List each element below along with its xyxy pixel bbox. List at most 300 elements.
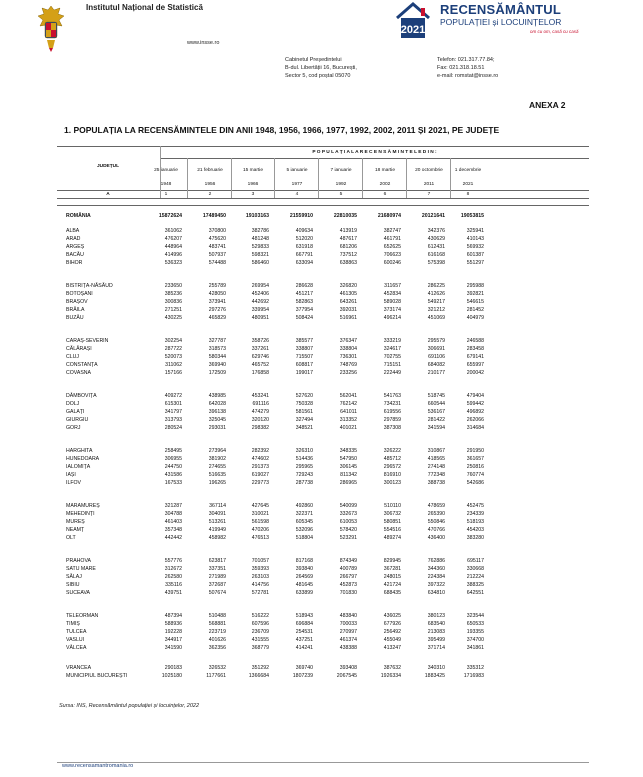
population-value: 772348 — [427, 472, 445, 478]
population-value: 273964 — [208, 448, 226, 454]
population-value: 404979 — [466, 315, 484, 321]
population-value: 266797 — [339, 574, 357, 580]
population-value: 507674 — [208, 590, 226, 596]
population-value: 291373 — [251, 464, 269, 470]
population-value: 492860 — [295, 503, 313, 509]
county-name: BUZĂU — [66, 315, 84, 321]
population-value: 290183 — [164, 665, 182, 671]
population-value: 650533 — [466, 621, 484, 627]
population-value: 21680974 — [377, 213, 401, 219]
county-name: CLUJ — [66, 354, 79, 360]
population-value: 438985 — [208, 393, 226, 399]
column-number: 1 — [164, 192, 168, 197]
population-value: 633899 — [295, 590, 313, 596]
population-value: 520073 — [164, 354, 182, 360]
population-value: 397322 — [427, 582, 445, 588]
population-value: 291950 — [466, 448, 484, 454]
population-value: 210177 — [427, 370, 445, 376]
population-value: 361657 — [466, 456, 484, 462]
population-value: 451217 — [295, 291, 313, 297]
population-value: 414241 — [295, 645, 313, 651]
population-value: 313793 — [164, 417, 182, 423]
population-value: 362356 — [208, 645, 226, 651]
population-value: 448964 — [164, 244, 182, 250]
population-value: 212224 — [466, 574, 484, 580]
population-value: 430225 — [164, 315, 182, 321]
county-name: BRAȘOV — [66, 299, 88, 305]
county-name: BOTOȘANI — [66, 291, 93, 297]
county-name: CĂLĂRAȘI — [66, 346, 92, 352]
population-value: 554516 — [383, 527, 401, 533]
address-line: Sector 5, cod poștal 05070 — [285, 73, 351, 79]
population-value: 811342 — [340, 472, 357, 478]
population-value: 310021 — [251, 511, 269, 517]
population-value: 281452 — [466, 307, 484, 313]
population-value: 311062 — [165, 362, 182, 368]
population-value: 172509 — [208, 370, 226, 376]
population-value: 652625 — [383, 244, 401, 250]
population-value: 452834 — [383, 291, 401, 297]
population-value: 454203 — [466, 527, 484, 533]
population-value: 339954 — [251, 307, 269, 313]
county-name: MUREȘ — [66, 519, 85, 525]
county-name: TELEORMAN — [66, 613, 99, 619]
population-value: 679141 — [466, 354, 484, 360]
population-value: 476207 — [164, 236, 182, 242]
column-number: 6 — [383, 192, 387, 197]
population-value: 598321 — [251, 252, 269, 258]
county-name: BACĂU — [66, 252, 84, 258]
population-value: 332673 — [339, 511, 357, 517]
population-value: 213083 — [427, 629, 445, 635]
population-value: 19103163 — [245, 213, 269, 219]
population-value: 455049 — [383, 637, 401, 643]
county-name: ARAD — [66, 236, 81, 242]
table-rule — [57, 198, 589, 199]
population-value: 532096 — [295, 527, 313, 533]
population-value: 1025180 — [161, 673, 182, 679]
column-year: 1992 — [335, 182, 347, 187]
population-value: 246588 — [466, 338, 484, 344]
population-value: 248015 — [383, 574, 401, 580]
population-value: 367114 — [209, 503, 226, 509]
county-name: BIHOR — [66, 260, 83, 266]
population-value: 295988 — [466, 283, 484, 289]
footer-website-link[interactable]: www.recensamantromania.ro — [62, 763, 134, 769]
population-value: 487394 — [164, 613, 182, 619]
population-value: 655997 — [466, 362, 484, 368]
population-value: 607596 — [251, 621, 269, 627]
population-value: 297276 — [208, 307, 226, 313]
population-value: 599442 — [466, 401, 484, 407]
population-value: 547950 — [339, 456, 357, 462]
population-value: 326820 — [339, 283, 357, 289]
section-title: 1. POPULAȚIA LA RECENSĂMINTELE DIN ANII 1948, 1956, 1966, 1977, 1992, 2002, 2011 ȘI 2021, PE JUDEȚE — [64, 125, 500, 135]
population-value: 418565 — [427, 456, 445, 462]
population-value: 314684 — [466, 425, 484, 431]
population-value: 256492 — [383, 629, 401, 635]
population-value: 485712 — [383, 456, 401, 462]
population-value: 387308 — [383, 425, 401, 431]
column-year: 1948 — [160, 182, 172, 187]
population-value: 338804 — [339, 346, 357, 352]
population-value: 19053815 — [460, 213, 484, 219]
population-value: 409634 — [295, 228, 313, 234]
population-value: 311657 — [384, 283, 401, 289]
population-value: 601387 — [466, 252, 484, 258]
population-value: 481645 — [295, 582, 313, 588]
population-value: 306691 — [427, 346, 445, 352]
population-value: 196265 — [208, 480, 226, 486]
population-value: 361062 — [164, 228, 182, 234]
population-value: 370800 — [208, 228, 226, 234]
population-value: 816910 — [383, 472, 401, 478]
population-value: 480951 — [251, 315, 269, 321]
population-value: 633094 — [295, 260, 313, 266]
population-value: 461374 — [339, 637, 357, 643]
population-value: 344917 — [164, 637, 182, 643]
population-value: 229773 — [251, 480, 269, 486]
county-name: BISTRIȚA-NĂSĂUD — [66, 283, 113, 289]
population-value: 638863 — [339, 260, 357, 266]
population-value: 333219 — [383, 338, 401, 344]
table-rule — [160, 158, 589, 159]
population-value: 157166 — [164, 370, 182, 376]
county-name: IAȘI — [66, 472, 76, 478]
population-value: 330668 — [466, 566, 484, 572]
population-value: 465829 — [208, 315, 226, 321]
population-value: 483741 — [208, 244, 226, 250]
population-value: 453241 — [251, 393, 269, 399]
population-value: 324617 — [383, 346, 401, 352]
population-value: 736301 — [339, 354, 357, 360]
population-value: 580344 — [208, 354, 226, 360]
population-value: 458982 — [208, 535, 226, 541]
population-value: 412626 — [427, 291, 445, 297]
population-value: 338807 — [295, 346, 313, 352]
population-value: 701830 — [339, 590, 357, 596]
population-value: 200042 — [466, 370, 484, 376]
population-value: 481248 — [251, 236, 269, 242]
column-year: 2002 — [379, 182, 391, 187]
population-value: 487617 — [339, 236, 357, 242]
population-value: 320120 — [251, 417, 269, 423]
population-value: 428050 — [208, 291, 226, 297]
population-value: 396138 — [208, 409, 226, 415]
county-name: ILFOV — [66, 480, 81, 486]
population-value: 557776 — [164, 558, 182, 564]
annex-label: ANEXA 2 — [529, 100, 566, 110]
county-name: DOLJ — [66, 401, 80, 407]
population-value: 760774 — [466, 472, 484, 478]
population-value: 326222 — [383, 448, 401, 454]
institute-name: Institutul Național de Statistică — [86, 3, 203, 12]
population-value: 381902 — [208, 456, 226, 462]
population-value: 476513 — [251, 535, 269, 541]
county-name: VASLUI — [66, 637, 85, 643]
county-name: HUNEDOARA — [66, 456, 100, 462]
population-value: 409272 — [164, 393, 182, 399]
population-value: 340310 — [427, 665, 445, 671]
population-value: 748769 — [339, 362, 357, 368]
population-value: 608817 — [295, 362, 313, 368]
population-value: 474279 — [251, 409, 269, 415]
population-value: 401021 — [339, 425, 357, 431]
population-value: 696884 — [295, 621, 313, 627]
population-value: 684082 — [427, 362, 445, 368]
population-value: 269954 — [251, 283, 269, 289]
population-value: 513261 — [208, 519, 226, 525]
column-number: 8 — [466, 192, 470, 197]
population-value: 641011 — [340, 409, 357, 415]
population-value: 600246 — [383, 260, 401, 266]
population-value: 483840 — [339, 613, 357, 619]
population-value: 401626 — [208, 637, 226, 643]
population-value: 695117 — [467, 558, 484, 564]
population-value: 325941 — [466, 228, 484, 234]
column-year: 1977 — [291, 182, 303, 187]
population-value: 874349 — [339, 558, 357, 564]
population-value: 518804 — [295, 535, 313, 541]
population-value: 176858 — [251, 370, 269, 376]
population-value: 677926 — [383, 621, 401, 627]
population-value: 325045 — [208, 417, 226, 423]
population-value: 380123 — [427, 613, 445, 619]
population-value: 817168 — [295, 558, 313, 564]
population-value: 358726 — [251, 338, 269, 344]
population-value: 2067545 — [336, 673, 357, 679]
population-value: 510488 — [208, 613, 226, 619]
population-value: 479404 — [466, 393, 484, 399]
population-value: 478659 — [427, 503, 445, 509]
address-line: B-dul. Libertății 16, București, — [285, 65, 357, 71]
population-value: 300123 — [383, 480, 401, 486]
population-value: 737512 — [339, 252, 357, 258]
population-value: 233650 — [164, 283, 182, 289]
county-column-header: JUDEȚUL — [96, 164, 120, 169]
county-name: GALAȚI — [66, 409, 85, 415]
population-value: 701057 — [251, 558, 269, 564]
population-value: 17489450 — [202, 213, 226, 219]
column-date: 25 ianuarie — [154, 168, 178, 173]
population-value: 715151 — [383, 362, 401, 368]
population-value: 193355 — [466, 629, 484, 635]
population-value: 512020 — [295, 236, 313, 242]
county-name: GIURGIU — [66, 417, 89, 423]
population-value: 274655 — [208, 464, 226, 470]
census-subtitle: POPULAȚIEI și LOCUINȚELOR — [440, 17, 562, 27]
population-value: 322371 — [295, 511, 313, 517]
population-value: 22810035 — [333, 213, 357, 219]
population-value: 335312 — [466, 665, 484, 671]
population-value: 496214 — [383, 315, 401, 321]
county-name: ROMÂNIA — [66, 213, 91, 219]
population-value: 304788 — [164, 511, 182, 517]
population-value: 373174 — [383, 307, 401, 313]
fax-text: Fax: 021.318.18.51 — [437, 65, 485, 71]
population-value: 427645 — [251, 503, 269, 509]
population-value: 296572 — [383, 464, 401, 470]
population-value: 667791 — [295, 252, 313, 258]
population-value: 461305 — [339, 291, 357, 297]
population-value: 551297 — [466, 260, 484, 266]
population-value: 262066 — [466, 417, 484, 423]
population-value: 496892 — [466, 409, 484, 415]
population-value: 344360 — [427, 566, 445, 572]
column-date: 20 octombrie — [415, 168, 443, 173]
population-value: 281422 — [427, 417, 445, 423]
county-name: SATU MARE — [66, 566, 96, 572]
population-value: 348521 — [295, 425, 313, 431]
population-value: 436025 — [383, 613, 401, 619]
county-name: SĂLAJ — [66, 574, 82, 580]
population-value: 385236 — [164, 291, 182, 297]
population-value: 610053 — [339, 519, 357, 525]
census-logo-year: 2021 — [400, 24, 426, 36]
column-date: 1 decembrie — [454, 168, 482, 173]
population-value: 510110 — [384, 503, 401, 509]
column-date: 18 martie — [375, 168, 395, 173]
population-value: 369940 — [208, 362, 226, 368]
population-value: 715507 — [295, 354, 313, 360]
population-value: 436400 — [427, 535, 445, 541]
population-value: 192228 — [164, 629, 182, 635]
population-value: 341594 — [427, 425, 445, 431]
population-value: 271989 — [208, 574, 226, 580]
population-value: 516961 — [339, 315, 357, 321]
population-value: 642551 — [466, 590, 484, 596]
population-value: 393408 — [339, 665, 357, 671]
county-name: MUNICIPIUL BUCUREȘTI — [66, 673, 128, 679]
population-value: 282392 — [251, 448, 269, 454]
population-value: 489274 — [383, 535, 401, 541]
population-value: 619027 — [251, 472, 269, 478]
population-value: 21559910 — [289, 213, 313, 219]
county-name: VÂLCEA — [66, 645, 87, 651]
population-value: 327787 — [208, 338, 226, 344]
column-number: 3 — [251, 192, 255, 197]
population-value: 300836 — [164, 299, 182, 305]
county-name: ALBA — [66, 228, 80, 234]
population-value: 271251 — [164, 307, 182, 313]
population-value: 706623 — [383, 252, 401, 258]
population-value: 572781 — [251, 590, 269, 596]
population-value: 439751 — [164, 590, 182, 596]
population-value: 262580 — [164, 574, 182, 580]
population-value: 337351 — [208, 566, 226, 572]
column-date: 21 februarie — [197, 168, 223, 173]
population-value: 392821 — [466, 291, 484, 297]
column-number: 4 — [295, 192, 299, 197]
population-value: 400789 — [339, 566, 357, 572]
population-value: 410143 — [466, 236, 484, 242]
population-value: 575398 — [427, 260, 445, 266]
population-value: 369740 — [295, 665, 313, 671]
column-date: 15 martie — [243, 168, 263, 173]
population-value: 341797 — [164, 409, 182, 415]
population-value: 431555 — [251, 637, 269, 643]
column-number: 5 — [339, 192, 343, 197]
population-value: 372687 — [208, 582, 226, 588]
county-name: GORJ — [66, 425, 81, 431]
population-value: 385577 — [295, 338, 313, 344]
population-value: 286965 — [339, 480, 357, 486]
population-value: 255789 — [208, 283, 226, 289]
population-value: 321212 — [427, 307, 445, 313]
county-name: MARAMUREȘ — [66, 503, 100, 509]
population-value: 414996 — [164, 252, 182, 258]
population-value: 474602 — [251, 456, 269, 462]
population-value: 383280 — [466, 535, 484, 541]
population-value: 541763 — [383, 393, 401, 399]
column-number: 2 — [208, 192, 212, 197]
population-value: 327494 — [295, 417, 313, 423]
population-value: 287738 — [295, 480, 313, 486]
population-value: 371714 — [427, 645, 445, 651]
population-value: 700033 — [339, 621, 357, 627]
population-value: 518193 — [466, 519, 484, 525]
population-value: 377954 — [295, 307, 313, 313]
population-value: 612431 — [427, 244, 445, 250]
population-value: 452475 — [466, 503, 484, 509]
population-value: 540099 — [339, 503, 357, 509]
population-value: 508424 — [295, 315, 313, 321]
population-value: 387632 — [383, 665, 401, 671]
population-value: 286628 — [295, 283, 313, 289]
population-value: 20121641 — [421, 213, 445, 219]
population-value: 605345 — [295, 519, 313, 525]
table-rule — [57, 146, 589, 147]
romania-coat-of-arms-icon — [36, 4, 66, 54]
county-name: VRANCEA — [66, 665, 92, 671]
population-value: 236709 — [251, 629, 269, 635]
population-value: 734231 — [383, 401, 401, 407]
population-value: 15872624 — [158, 213, 182, 219]
population-value: 470206 — [251, 527, 269, 533]
email-link[interactable]: e-mail: romstat@insse.ro — [437, 73, 499, 79]
office-address — [285, 56, 357, 80]
population-value: 368779 — [251, 645, 269, 651]
population-value: 568881 — [208, 621, 226, 627]
population-value: 546615 — [466, 299, 484, 305]
column-number: 7 — [427, 192, 431, 197]
population-value: 589028 — [383, 299, 401, 305]
population-value: 536323 — [164, 260, 182, 266]
population-value: 431586 — [164, 472, 182, 478]
population-value: 1716983 — [463, 673, 484, 679]
population-value: 562041 — [339, 393, 357, 399]
institute-website-link[interactable]: www.insse.ro — [187, 40, 220, 46]
population-value: 631918 — [295, 244, 313, 250]
population-value: 588936 — [164, 621, 182, 627]
population-value: 264569 — [295, 574, 313, 580]
population-value: 419949 — [208, 527, 226, 533]
letter-column-header: A — [106, 192, 110, 197]
county-name: PRAHOVA — [66, 558, 91, 564]
census-slogan: om cu om, casă cu casă — [530, 29, 579, 34]
population-value: 578420 — [339, 527, 357, 533]
population-value: 762142 — [339, 401, 357, 407]
population-value: 619556 — [383, 409, 401, 415]
population-value: 683540 — [427, 621, 445, 627]
population-value: 580851 — [383, 519, 401, 525]
county-name: TULCEA — [66, 629, 87, 635]
county-name: SIBIU — [66, 582, 80, 588]
population-value: 762886 — [427, 558, 445, 564]
population-value: 582863 — [295, 299, 313, 305]
population-value: 569932 — [466, 244, 484, 250]
population-value: 382747 — [383, 228, 401, 234]
